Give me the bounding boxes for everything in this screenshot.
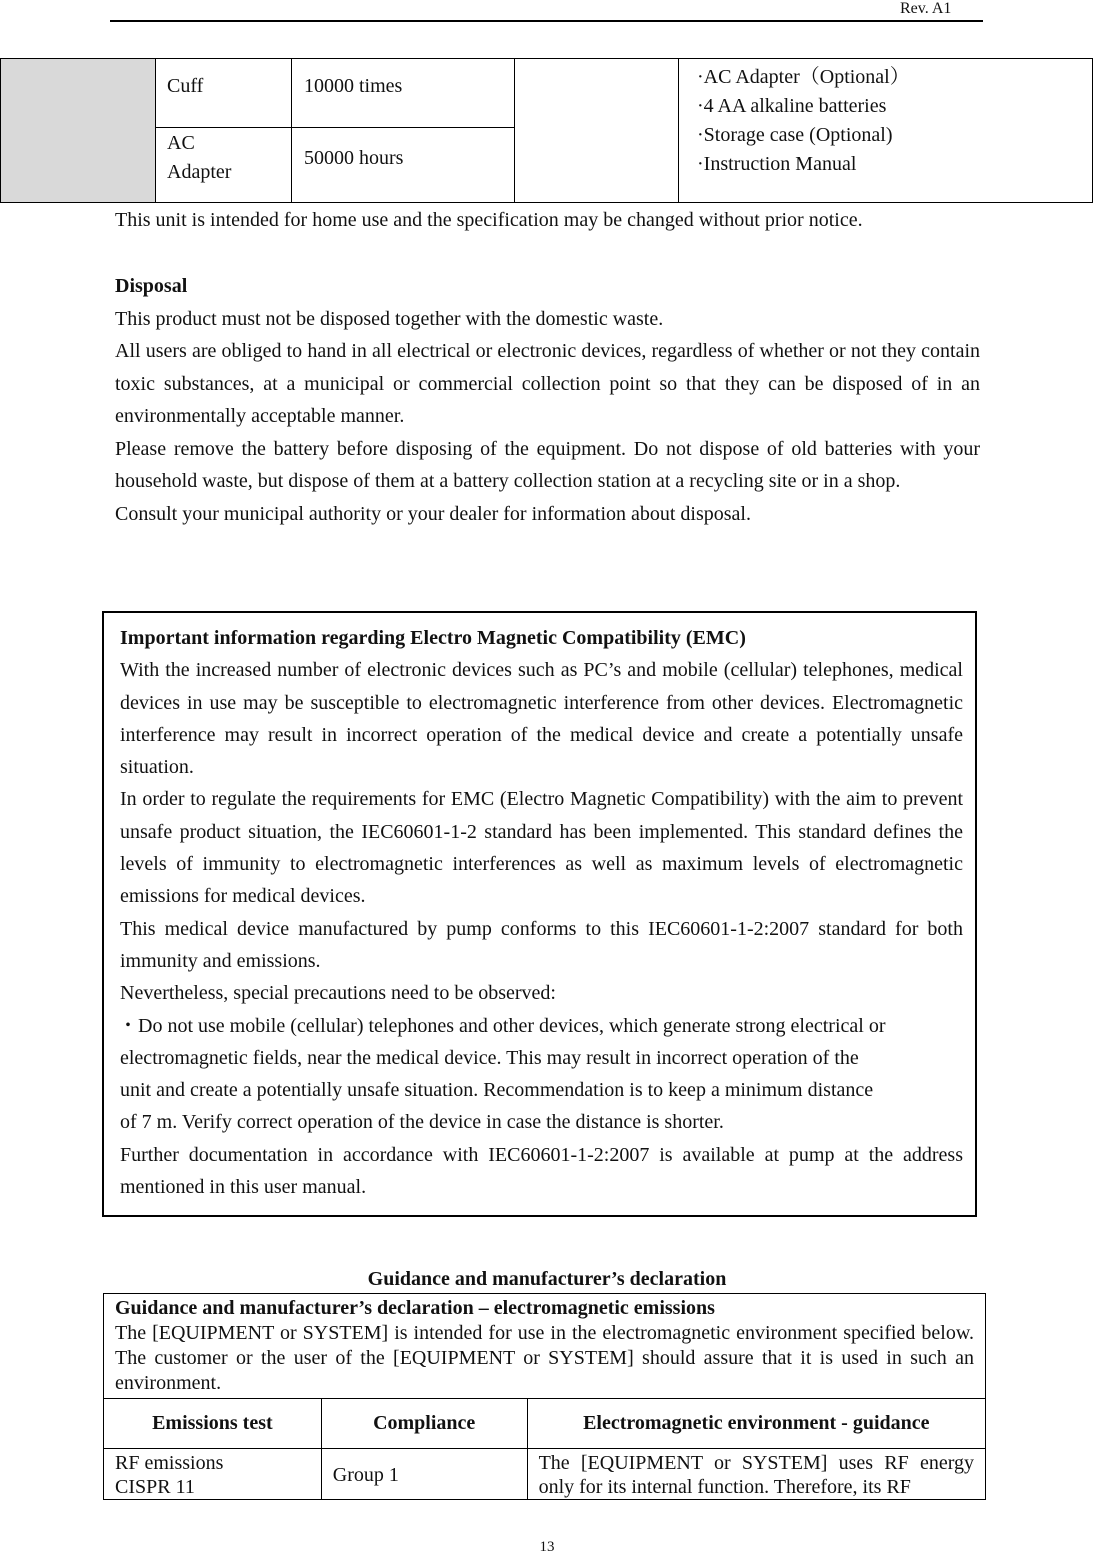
- table-row: [104, 1449, 986, 1500]
- spec-empty-cell: [515, 59, 679, 202]
- guidance-title: Guidance and manufacturer’s declaration: [367, 1268, 727, 1290]
- column-header-guidance: Electromagnetic environment - guidance: [527, 1399, 985, 1449]
- spec-accessories-cell: [679, 59, 1092, 202]
- emc-paragraph: This medical device manufactured by pump conforms to this IEC60601-1-2:2007 standard for both immunity and emissions.: [120, 917, 963, 972]
- emissions-table-heading: Guidance and manufacturer’s declaration – electromagnetic emissions: [115, 1297, 715, 1319]
- disposal-paragraph: Consult your municipal authority or your dealer for information about disposal.: [115, 502, 751, 525]
- disposal-section: [115, 270, 980, 530]
- emc-paragraph: Nevertheless, special precautions need to be observed:: [120, 982, 556, 1005]
- column-header-emissions-test: Emissions test: [104, 1399, 322, 1449]
- emissions-table-intro: [104, 1294, 986, 1399]
- emc-paragraph: With the increased number of electronic devices such as PC’s and mobile (cellular) telephones, medical devices in use may be susceptible to electromagnetic interference from other devices. Electromagnetic interference may result in incorrect operation of the medical device and create a potentially unsafe situation.: [120, 659, 963, 779]
- emc-paragraph: Further documentation in accordance with IEC60601-1-2:2007 is available at pump at the address mentioned in this user manual.: [120, 1143, 963, 1199]
- accessory-item: ·Instruction Manual: [697, 153, 857, 175]
- revision-label: Rev. A1: [900, 0, 952, 17]
- accessory-item: ·AC Adapter（Optional）: [697, 66, 910, 88]
- disposal-paragraph: All users are obliged to hand in all electrical or electronic devices, regardless of whether or not they contain toxic substances, at a municipal or commercial collection point so that they can be disposed of in an environmentally acceptable manner.: [115, 340, 980, 427]
- header-rule: [110, 20, 983, 22]
- spec-table: [0, 58, 1093, 203]
- guidance-cell: The [EQUIPMENT or SYSTEM] uses RF energy only for its internal function. Therefore, its RF: [527, 1449, 985, 1500]
- column-header-compliance: Compliance: [321, 1399, 527, 1449]
- spec-item-cuff: Cuff: [155, 59, 292, 128]
- emc-heading: Important information regarding Electro Magnetic Compatibility (EMC): [120, 627, 746, 649]
- compliance-cell: Group 1: [321, 1449, 527, 1500]
- emissions-table-description: The [EQUIPMENT or SYSTEM] is intended for use in the electromagnetic environment specified below. The customer or the user of the [EQUIPMENT or SYSTEM] should assure that it is used in such an environment.: [115, 1322, 974, 1394]
- emc-info-box: [102, 611, 977, 1217]
- page-number: 13: [539, 1539, 555, 1555]
- accessory-item: ·4 AA alkaline batteries: [697, 95, 887, 117]
- spec-item-ac-adapter: AC Adapter: [155, 128, 292, 202]
- emc-bullet: ・Do not use mobile (cellular) telephones and other devices, which generate strong electrical or electromagnetic fields, near the medical device. This may result in incorrect operation of the unit and create a potentially unsafe situation. Recommendation is to keep a minimum distance of 7 m. Verify correct operation of the device in case the distance is shorter.: [118, 1014, 886, 1134]
- spec-value-ac-adapter: 50000 hours: [292, 128, 515, 202]
- disposal-heading: Disposal: [115, 275, 188, 297]
- emc-paragraph: In order to regulate the requirements for EMC (Electro Magnetic Compatibility) with the aim to prevent unsafe product situation, the IEC60601-1-2 standard has been implemented. This standard defines the levels of immunity to electromagnetic interferences as well as maximum levels of electromagnetic emissions for medical devices.: [120, 788, 963, 908]
- disposal-paragraph: Please remove the battery before disposing of the equipment. Do not dispose of old batteries with your household waste, but dispose of them at a battery collection station at a recycling site or in a shop.: [115, 437, 980, 492]
- notice-text: This unit is intended for home use and the specification may be changed without prior notice.: [115, 209, 863, 231]
- emissions-test-cell: RF emissions CISPR 11: [104, 1449, 322, 1500]
- accessories-list: [679, 59, 1092, 179]
- emissions-table: [103, 1293, 986, 1500]
- disposal-paragraph: This product must not be disposed together with the domestic waste.: [115, 307, 664, 330]
- accessory-item: ·Storage case (Optional): [697, 124, 893, 146]
- spec-shaded-cell: [1, 59, 156, 202]
- spec-value-cuff: 10000 times: [292, 59, 515, 128]
